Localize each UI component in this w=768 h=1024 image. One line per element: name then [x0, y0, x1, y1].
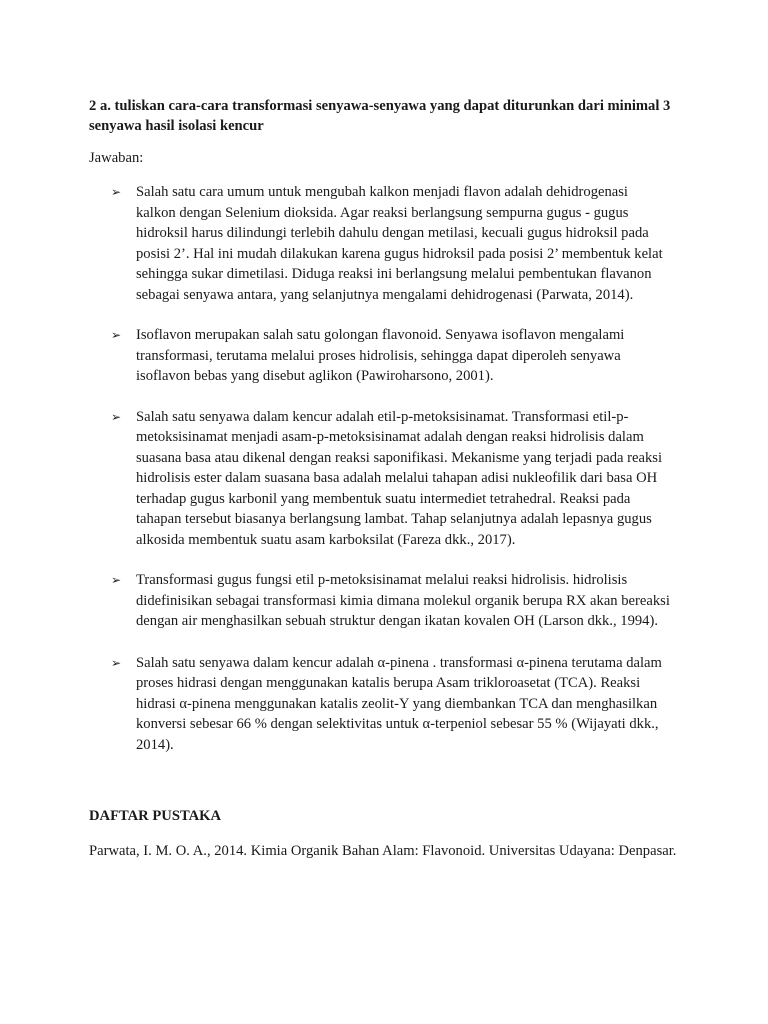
list-item: [111, 182, 671, 305]
list-item-text: Transformasi gugus fungsi etil p-metoksisinamat melalui reaksi hidrolisis. hidrolisis didefinisikan sebagai transformasi kimia dimana molekul organik berupa RX akan bereaksi dengan air menghasilkan sebuah struktur dengan ikatan kovalen OH (Larson dkk., 1994).: [136, 572, 670, 629]
arrowhead-bullet-icon: ➢: [111, 655, 122, 670]
list-item-text: Salah satu senyawa dalam kencur adalah etil-p-metoksisinamat. Transformasi etil-p-metoksisinamat menjadi asam-p-metoksisinamat adalah dengan reaksi hidrolisis dalam suasana basa atau dikenal dengan reaksi saponifikasi. Mekanisme yang terjadi pada reaksi hidrolisis ester dalam suasana basa adalah melalui tahapan adisi nukleofilik dari basa OH terhadap gugus karbonil yang membentuk suatu intermediet tetrahedral. Reaksi pada tahapan tersebut biasanya berlangsung lambat. Tahap selanjutnya adalah lepasnya gugus alkosida membentuk suatu asam karboksilat (Fareza dkk., 2017).: [136, 408, 662, 548]
list-item: [111, 653, 671, 756]
answer-label: Jawaban:: [89, 150, 144, 166]
arrowhead-bullet-icon: ➢: [111, 328, 122, 342]
answer-bullet-list: [111, 182, 671, 775]
list-item: [111, 407, 671, 551]
arrowhead-bullet-icon: ➢: [111, 573, 122, 587]
list-item-text: Isoflavon merupakan salah satu golongan flavonoid. Senyawa isoflavon mengalami transformasi, terutama melalui proses hidrolisis, sehingga dapat diperoleh senyawa isoflavon bebas yang disebut aglikon (Pawiroharsono, 2001).: [136, 327, 625, 384]
arrowhead-bullet-icon: ➢: [111, 185, 122, 199]
reference-entry: Parwata, I. M. O. A., 2014. Kimia Organik Bahan Alam: Flavonoid. Universitas Udayana: Denpasar.: [89, 843, 677, 859]
list-item-text: Salah satu cara umum untuk mengubah kalkon menjadi flavon adalah dehidrogenasi kalkon dengan Selenium dioksida. Agar reaksi berlangsung sempurna gugus - gugus hidroksil harus dilindungi terlebih dahulu dengan metilasi, kecuali gugus hidroksil pada posisi 2’. Hal ini mudah dilakukan karena gugus hidroksil pada posisi 2’ membentuk kelat sehingga sukar dimetilasi. Diduga reaksi ini berlangsung melalui pembentukan flavanon sebagai senyawa antara, yang selanjutnya mengalami dehidrogenasi (Parwata, 2014).: [136, 184, 663, 303]
arrowhead-bullet-icon: ➢: [111, 409, 122, 424]
question-heading: 2 a. tuliskan cara-cara transformasi senyawa-senyawa yang dapat diturunkan dari minimal 3 senyawa hasil isolasi kencur: [89, 98, 671, 134]
list-item-text: Salah satu senyawa dalam kencur adalah α-pinena . transformasi α-pinena terutama dalam proses hidrasi dengan menggunakan katalis berupa Asam trikloroasetat (TCA). Reaksi hidrasi α-pinena menggunakan katalis zeolit-Y yang diembankan TCA dan menghasilkan konversi sebesar 66 % dengan selektivitas untuk α-terpeniol sebesar 55 % (Wijayati dkk., 2014).: [136, 654, 662, 753]
references-heading: DAFTAR PUSTAKA: [89, 808, 222, 824]
list-item: [111, 325, 671, 387]
list-item: [111, 570, 671, 632]
